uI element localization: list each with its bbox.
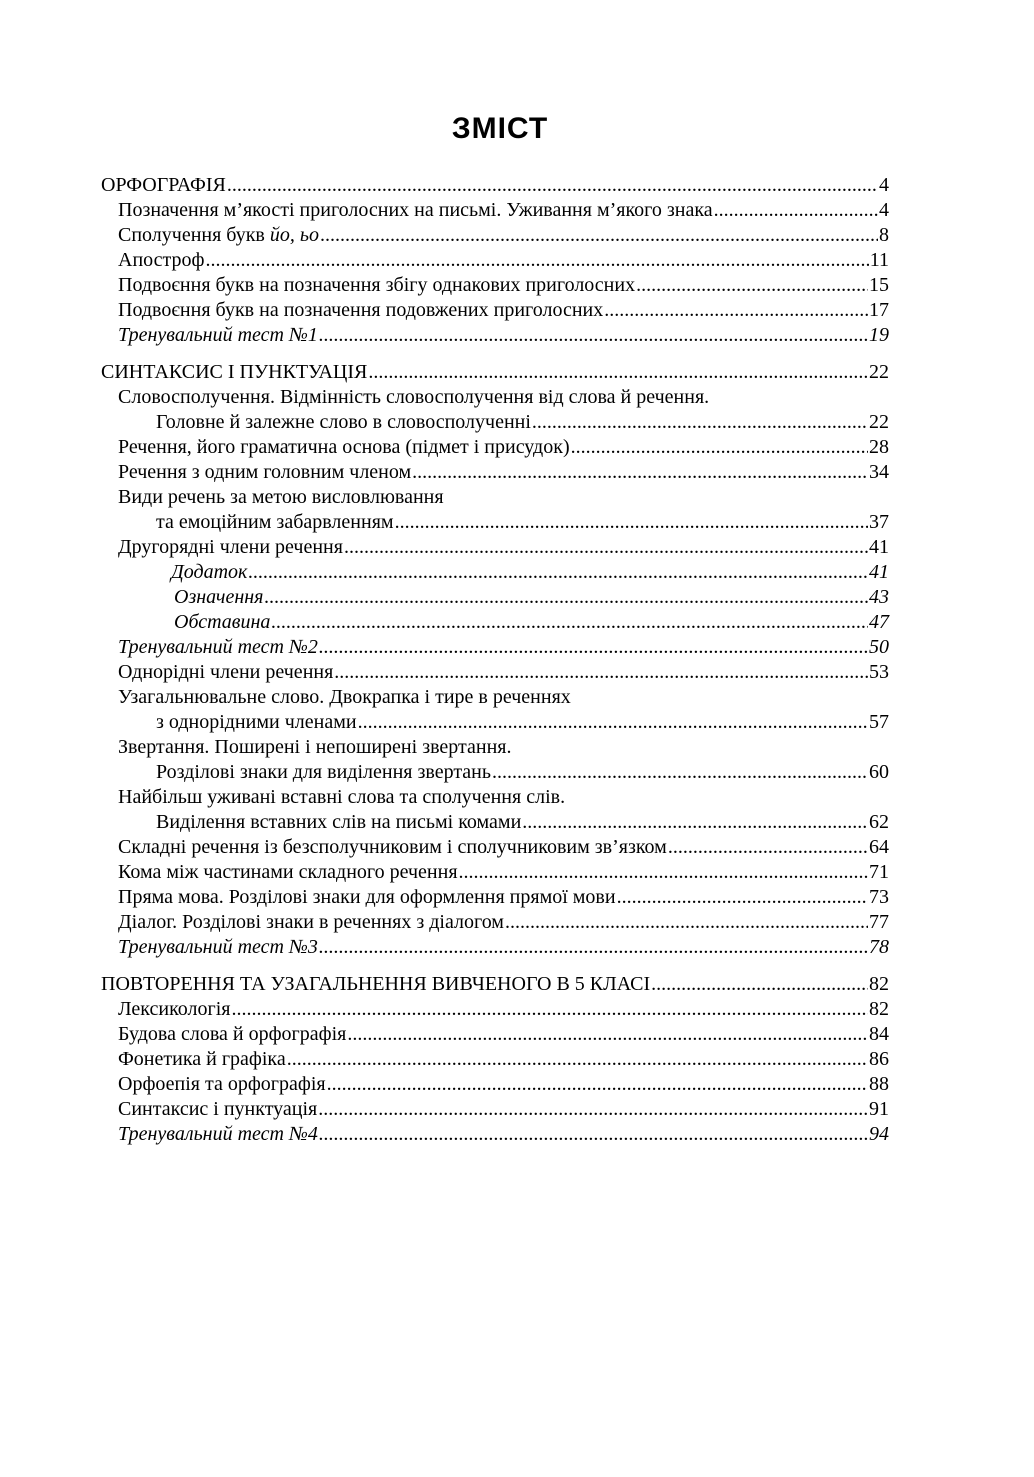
table-of-contents	[101, 173, 889, 1147]
toc-leader-dots	[668, 835, 868, 860]
toc-page-number: 62	[869, 811, 889, 833]
toc-leader-dots	[636, 273, 868, 298]
toc-entry-title: Синтаксис і пунктуація	[118, 1098, 318, 1120]
toc-entry-title-italic: йо, ьо	[269, 224, 319, 246]
toc-entry-title: Другорядні члени речення	[118, 536, 343, 558]
toc-entry-title: Словосполучення. Відмінність словосполучення від слова й речення.	[118, 386, 710, 408]
toc-entry-title-text: Сполучення букв	[118, 224, 270, 246]
toc-leader-dots	[344, 535, 868, 560]
toc-leader-dots	[412, 460, 868, 485]
toc-entry-title: Подвоєння букв на позначення подовжених приголосних	[118, 299, 604, 321]
toc-page-number: 60	[869, 761, 889, 783]
toc-entry[interactable]	[101, 660, 889, 685]
toc-leader-dots	[368, 360, 868, 385]
toc-entry[interactable]	[101, 198, 889, 223]
toc-page-number: 71	[869, 861, 889, 883]
toc-page-number: 34	[869, 461, 889, 483]
toc-entry-title: Складні речення із безсполучниковим і сполучниковим зв’язком	[118, 836, 667, 858]
toc-entry-title: Однорідні члени речення	[118, 661, 334, 683]
toc-entry[interactable]	[101, 1097, 889, 1122]
toc-entry-continuation[interactable]	[101, 410, 889, 435]
toc-entry[interactable]	[101, 885, 889, 910]
toc-page-number: 11	[869, 249, 889, 271]
toc-entry[interactable]	[101, 785, 889, 810]
toc-entry-title: Головне й залежне слово в словосполученні	[156, 411, 531, 433]
toc-entry[interactable]	[101, 273, 889, 298]
toc-entry-title: Види речень за метою висловлювання	[118, 486, 444, 508]
toc-leader-dots	[522, 810, 868, 835]
toc-entry-title: Узагальнювальне слово. Двокрапка і тире в реченнях	[118, 686, 571, 708]
toc-page-number: 37	[869, 511, 889, 533]
toc-entry-continuation[interactable]	[101, 760, 889, 785]
toc-leader-dots	[358, 710, 868, 735]
toc-entry-title: Пряма мова. Розділові знаки для оформлення прямої мови	[118, 886, 616, 908]
toc-leader-dots	[395, 510, 868, 535]
toc-entry-test[interactable]	[101, 935, 889, 960]
toc-entry[interactable]	[101, 910, 889, 935]
toc-page-number: 15	[869, 274, 889, 296]
toc-page-number: 57	[869, 711, 889, 733]
toc-section-orthography[interactable]	[101, 173, 889, 198]
toc-entry[interactable]	[101, 735, 889, 760]
toc-section-review[interactable]	[101, 972, 889, 997]
toc-page-number: 19	[869, 324, 889, 346]
toc-entry-title: з однорідними членами	[156, 711, 357, 733]
toc-entry-title: ПОВТОРЕННЯ ТА УЗАГАЛЬНЕННЯ ВИВЧЕНОГО В 5 КЛАСІ	[101, 973, 651, 995]
toc-entry-title: Будова слова й орфографія	[118, 1023, 347, 1045]
toc-entry[interactable]	[101, 248, 889, 273]
toc-entry-title: Розділові знаки для виділення звертань	[156, 761, 491, 783]
toc-leader-dots	[319, 323, 868, 348]
toc-page-number: 50	[869, 636, 889, 658]
toc-entry[interactable]	[101, 385, 889, 410]
toc-subentry[interactable]	[101, 610, 889, 635]
toc-page-number: 4	[879, 199, 889, 221]
toc-leader-dots	[320, 223, 878, 248]
toc-page-number: 47	[869, 611, 889, 633]
toc-leader-dots	[248, 560, 868, 585]
toc-entry-title: Діалог. Розділові знаки в реченнях з діалогом	[118, 911, 504, 933]
toc-entry[interactable]	[101, 997, 889, 1022]
toc-entry[interactable]	[101, 535, 889, 560]
toc-entry-test[interactable]	[101, 635, 889, 660]
toc-page-number: 91	[869, 1098, 889, 1120]
toc-leader-dots	[231, 997, 868, 1022]
toc-entry[interactable]	[101, 435, 889, 460]
toc-page-number: 41	[869, 536, 889, 558]
toc-subentry[interactable]	[101, 585, 889, 610]
toc-entry-title: та емоційним забарвленням	[156, 511, 394, 533]
toc-entry-title: Звертання. Поширені і непоширені звертання.	[118, 736, 512, 758]
toc-page-number: 94	[869, 1123, 889, 1145]
toc-entry[interactable]	[101, 860, 889, 885]
toc-entry[interactable]	[101, 223, 889, 248]
toc-leader-dots	[318, 1097, 868, 1122]
toc-leader-dots	[264, 585, 868, 610]
toc-page-number: 22	[869, 361, 889, 383]
toc-entry-title: Речення з одним головним членом	[118, 461, 412, 483]
toc-leader-dots	[571, 435, 868, 460]
toc-leader-dots	[334, 660, 868, 685]
toc-entry[interactable]	[101, 460, 889, 485]
toc-entry[interactable]	[101, 835, 889, 860]
toc-page-number: 28	[869, 436, 889, 458]
toc-entry-continuation[interactable]	[101, 810, 889, 835]
toc-entry-title: Тренувальний тест №4	[118, 1123, 318, 1145]
toc-leader-dots	[271, 610, 868, 635]
toc-page-number: 43	[869, 586, 889, 608]
toc-entry-test[interactable]	[101, 323, 889, 348]
toc-entry-title: Обставина	[174, 611, 271, 633]
toc-entry-title: Фонетика й графіка	[118, 1048, 286, 1070]
toc-leader-dots	[347, 1022, 868, 1047]
toc-leader-dots	[459, 860, 868, 885]
toc-entry-continuation[interactable]	[101, 510, 889, 535]
toc-entry-test[interactable]	[101, 1122, 889, 1147]
page-title: ЗМІСТ	[451, 112, 549, 145]
toc-leader-dots	[205, 248, 868, 273]
toc-leader-dots	[617, 885, 868, 910]
toc-leader-dots	[604, 298, 868, 323]
toc-entry[interactable]	[101, 1022, 889, 1047]
toc-entry[interactable]	[101, 685, 889, 710]
toc-leader-dots	[532, 410, 868, 435]
toc-entry-title: Тренувальний тест №2	[118, 636, 318, 658]
toc-leader-dots	[492, 760, 868, 785]
toc-page-number: 4	[879, 174, 889, 196]
toc-page-number: 17	[869, 299, 889, 321]
toc-page-number: 22	[869, 411, 889, 433]
toc-leader-dots	[319, 935, 868, 960]
toc-entry[interactable]	[101, 485, 889, 510]
toc-entry-title	[118, 223, 319, 248]
toc-leader-dots	[319, 1122, 868, 1147]
toc-entry-title: Найбільш уживані вставні слова та сполучення слів.	[118, 786, 566, 808]
toc-entry-title: Позначення м’якості приголосних на письмі. Уживання м’якого знака	[118, 199, 713, 221]
toc-entry-title: Орфоепія та орфографія	[118, 1073, 326, 1095]
toc-page-number: 53	[869, 661, 889, 683]
toc-entry-title: Лексикологія	[118, 998, 231, 1020]
toc-entry-continuation[interactable]	[101, 710, 889, 735]
toc-section-syntax[interactable]	[101, 360, 889, 385]
toc-entry-title: Подвоєння букв на позначення збігу однакових приголосних	[118, 274, 636, 296]
toc-page-number: 41	[869, 561, 889, 583]
toc-page-number: 78	[869, 936, 889, 958]
toc-entry-title: СИНТАКСИС І ПУНКТУАЦІЯ	[101, 361, 368, 383]
toc-page-number: 77	[869, 911, 889, 933]
toc-entry[interactable]	[101, 1072, 889, 1097]
toc-page-number: 8	[879, 224, 889, 246]
toc-page-number: 84	[869, 1023, 889, 1045]
toc-page-number: 73	[869, 886, 889, 908]
toc-leader-dots	[319, 635, 868, 660]
toc-entry[interactable]	[101, 298, 889, 323]
toc-leader-dots	[651, 972, 868, 997]
toc-entry-title: Виділення вставних слів на письмі комами	[156, 811, 522, 833]
toc-leader-dots	[714, 198, 878, 223]
toc-leader-dots	[327, 1072, 868, 1097]
toc-page-number: 82	[869, 973, 889, 995]
toc-page-number: 82	[869, 998, 889, 1020]
toc-entry-title: Додаток	[171, 561, 248, 583]
toc-entry-title: Апостроф	[118, 249, 205, 271]
toc-leader-dots	[227, 173, 878, 198]
toc-entry-title: Тренувальний тест №3	[118, 936, 318, 958]
toc-leader-dots	[287, 1047, 868, 1072]
toc-entry-title: ОРФОГРАФІЯ	[101, 174, 226, 196]
toc-entry[interactable]	[101, 1047, 889, 1072]
toc-page-number: 86	[869, 1048, 889, 1070]
toc-entry-title: Означення	[174, 586, 264, 608]
toc-entry-title: Речення, його граматична основа (підмет і присудок)	[118, 436, 570, 458]
toc-page-number: 88	[869, 1073, 889, 1095]
toc-page-number: 64	[869, 836, 889, 858]
toc-entry-title: Кома між частинами складного речення	[118, 861, 458, 883]
toc-leader-dots	[505, 910, 868, 935]
toc-subentry[interactable]	[101, 560, 889, 585]
toc-entry-title: Тренувальний тест №1	[118, 324, 318, 346]
